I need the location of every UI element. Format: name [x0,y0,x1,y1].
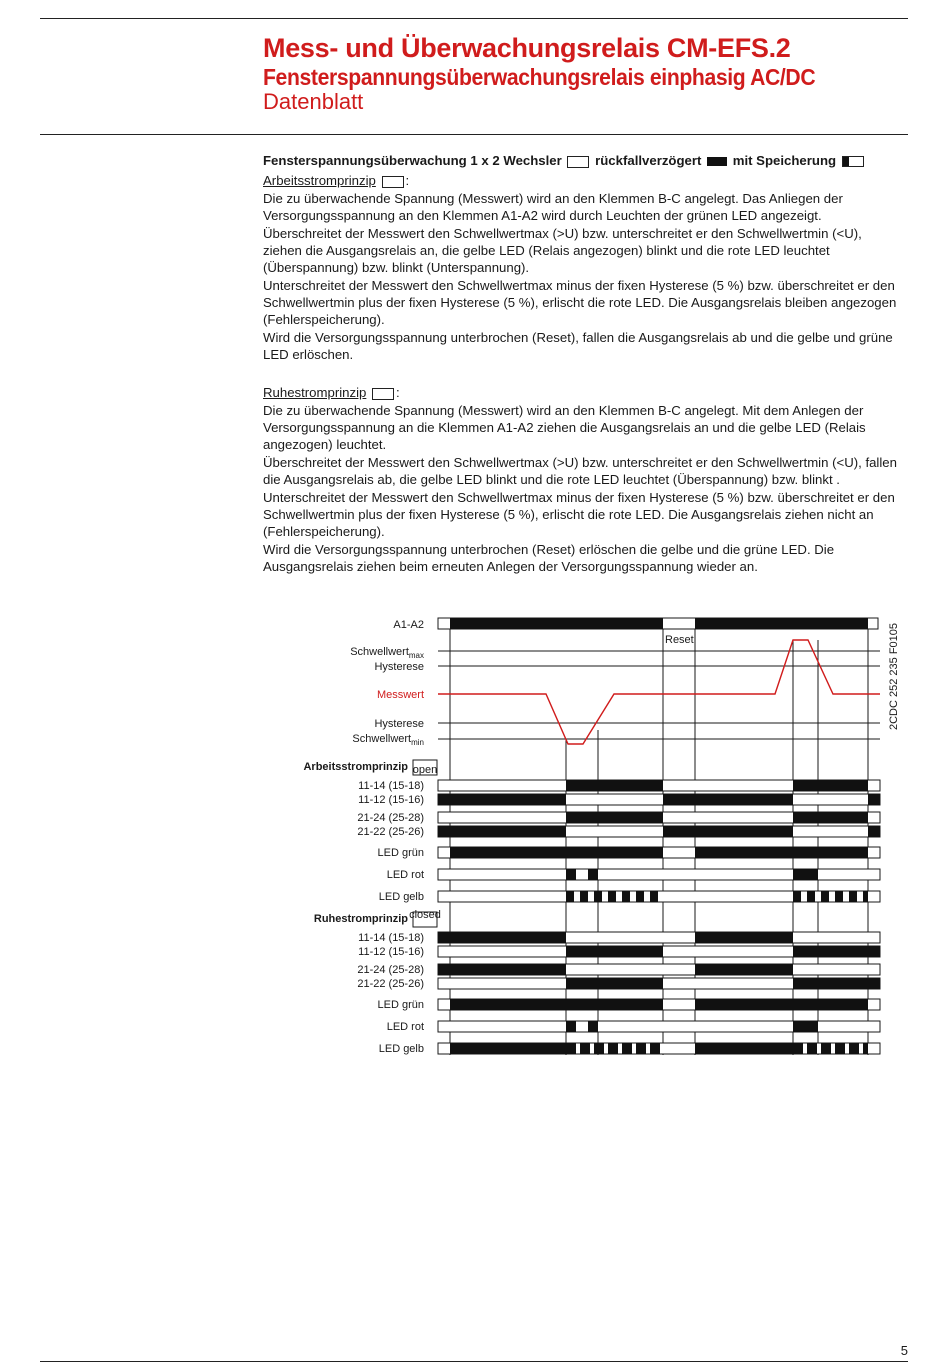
arbeit-title: Arbeitsstromprinzip [263,173,376,188]
ruhe-p3: Unterschreitet der Messwert den Schwellwertmax minus der fixen Hysterese (5 %) bzw. überschreitet er den Schwellwertmin plus der fixen Hysterese (5 %), erlischt die rote LED. Die Ausgangsrelais ziehen nicht an (Fehlerspeicherung). [263,490,895,539]
arbeit-row-label: LED grün [377,847,424,859]
arbeit-row-on-segment [793,812,868,823]
ruhe-p4: Wird die Versorgungsspannung unterbrochen (Reset) erlöschen die gelbe und die grüne LED. Die Ausgangsrelais ziehen beim erneuten Anlegen der Versorgungsspannung wieder an. [263,542,835,574]
ruhe-row-on-segment [438,932,566,943]
header-rule [40,134,908,135]
ruhe-rows [357,932,880,1055]
label-schwell-min: Schwellwert$_{min}$ [352,733,424,747]
ruhe-row-on-segment [793,946,868,957]
arbeit-row-label: 11-12 (15-16) [358,794,424,806]
arbeit-row-label: 21-24 (25-28) [357,812,424,824]
arbeit-rows [357,780,880,903]
arbeit-row-label: LED gelb [378,891,424,903]
arbeit-row-label: 21-22 (25-26) [357,826,424,838]
diagram-ruhe-title: Ruhestromprinzip [313,913,408,925]
ruhe-row-on-segment [807,1043,817,1054]
footer-rule [40,1361,908,1362]
heading-part-a: Fensterspannungsüberwachung 1 x 2 Wechsler [263,153,562,168]
arbeit-row-on-segment [566,891,574,902]
ruhe-row-on-segment [695,932,793,943]
ruhe-p2: Überschreitet der Messwert den Schwellwertmax (>U) bzw. unterschreitet er den Schwellwertmin (<U), fallen die Ausgangsrelais ab, die gelbe LED blinkt und die rote LED leuchtet (Überspannung) bzw. blinkt . [263,455,897,487]
label-hyst-bot: Hysterese [374,718,424,730]
arbeit-row-on-segment [566,869,576,880]
top-rule [40,18,908,19]
ruhe-row-label: LED rot [386,1021,424,1033]
arbeit-row-on-segment [580,891,588,902]
ruhe-row-on-segment [849,1043,859,1054]
figure-code: 2CDC 252 235 F0105 [888,622,900,730]
arbeit-row-on-segment [450,847,663,858]
ruhe-row-on-segment [622,1043,632,1054]
timing-diagram [0,600,950,1070]
ruhe-row-label: 21-24 (25-28) [357,964,424,976]
arbeit-row-label: 11-14 (15-18) [358,780,424,792]
open-contact-icon [382,176,404,188]
closed-contact-icon [372,388,394,400]
arbeit-row-on-segment [622,891,630,902]
arbeit-row-on-segment [663,826,793,837]
ruhe-row-on-segment [650,1043,660,1054]
page-number: 5 [900,1343,908,1358]
time-delay-icon [567,156,589,168]
arbeit-row-on-segment [650,891,658,902]
ruhe-row-label: LED gelb [378,1043,424,1055]
ruhe-row-on-segment [566,1021,576,1032]
open-icon-label: open [412,764,438,776]
ruhe-row-on-segment [695,999,868,1010]
ruhe-row-on-segment [695,964,793,975]
ruhe-row-on-segment [695,1043,793,1054]
ruhe-row-on-segment [594,1043,604,1054]
arbeit-row-on-segment [821,891,829,902]
ruhe-row-on-segment [821,1043,831,1054]
diagram-arbeit-title: Arbeitsstromprinzip [303,761,408,773]
label-messwert: Messwert [376,689,424,701]
arbeit-row-on-segment [793,891,801,902]
heading-part-c: mit Speicherung [732,153,837,168]
arbeit-p3: Unterschreitet der Messwert den Schwellwertmax minus der fixen Hysterese (5 %) bzw. überschreitet er den Schwellwertmin plus der fixen Hysterese (5 %), erlischt die rote LED. Die Ausgangsrelais bleiben angezogen (Fehlerspeicherung). [263,278,897,327]
arbeit-row-on-segment [608,891,616,902]
ruhe-row-on-segment [868,946,880,957]
ruhe-row-on-segment [868,978,880,989]
arbeit-row-on-segment [793,780,868,791]
arbeit-p1: Die zu überwachende Spannung (Messwert) wird an den Klemmen B-C angelegt. Das Anliegen der Versorgungsspannung an den Klemmen A1-A2 wird durch Leuchten der grünen LED angezeigt. [263,191,843,223]
arbeit-row-on-segment [868,826,880,837]
arbeit-row-on-segment [438,794,566,805]
closed-icon-label: closed [409,909,441,921]
arbeit-row-on-segment [868,794,880,805]
arbeit-row-on-segment [588,869,598,880]
reset-label: Reset [665,634,694,646]
ruhe-row-on-segment [566,1043,576,1054]
page-subtitle: Fensterspannungsüberwachungsrelais einphasig AC/DC [263,64,816,90]
arbeit-row-on-segment [594,891,602,902]
heading-part-b: rückfallverzögert [595,153,702,168]
off-delay-icon [707,157,727,166]
ruhe-row-on-segment [793,978,868,989]
ruhe-row-on-segment [636,1043,646,1054]
memory-icon [842,156,864,167]
doc-type: Datenblatt [263,89,364,114]
ruhe-row-on-segment [450,999,663,1010]
arbeit-row-on-segment [807,891,815,902]
arbeit-row-on-segment [438,826,566,837]
ruhe-row-on-segment [793,1021,818,1032]
ruhe-row-on-segment [793,1043,803,1054]
threshold-lines [438,651,880,739]
messwert-curve [438,640,880,744]
ruhe-row-label: 11-12 (15-16) [358,946,424,958]
ruhe-title: Ruhestromprinzip [263,385,367,400]
arbeit-row-label: LED rot [386,869,424,881]
page-title: Mess- und Überwachungsrelais CM-EFS.2 [263,33,791,63]
ruhe-row-on-segment [438,964,566,975]
label-schwell-max: Schwellwert$_{max}$ [350,646,424,660]
arbeit-row-on-segment [793,869,818,880]
ruhe-row-on-segment [450,1043,566,1054]
arbeit-row-on-segment [835,891,843,902]
arbeit-p4: Wird die Versorgungsspannung unterbrochen (Reset), fallen die Ausgangsrelais ab und die gelbe und grüne LED erlöschen. [263,330,893,362]
ruhe-row-label: LED grün [377,999,424,1011]
ruhe-row-on-segment [566,978,663,989]
section-ruhe: Ruhestromprinzip : Die zu überwachende Spannung (Messwert) wird an den Klemmen B-C angelegt. Mit dem Anlegen der Versorgungsspannung an die Klemmen A1-A2 ziehen die Ausgangsrelais an und die gelbe LED (Relais angezogen) leuchtet. Überschreitet der Messwert den Schwellwertmax (>U) bzw. unterschreitet er den Schwellwertmin (<U), fallen die Ausgangsrelais ab, die gelbe LED blinkt und die rote LED leuchtet (Überspannung) bzw. blinkt . Unterschreitet der Messwert den Schwellwertmax minus der fixen Hysterese (5 %) bzw. überschreitet er den Schwellwertmin plus der fixen Hysterese (5 %), erlischt die rote LED. Die Ausgangsrelais ziehen nicht an (Fehlerspeicherung). Wird die Versorgungsspannung unterbrochen (Reset) erlöschen die gelbe und die grüne LED. Die Ausgangsrelais ziehen beim erneuten Anlegen der Versorgungsspannung wieder an. [263,384,903,576]
arbeit-row-on-segment [566,780,663,791]
arbeit-row-on-segment [863,891,868,902]
label-a1a2: A1-A2 [393,619,424,631]
arbeit-row-on-segment [566,812,663,823]
section-heading [263,152,903,169]
arbeit-p2: Überschreitet der Messwert den Schwellwertmax (>U) bzw. unterschreitet er den Schwellwertmin (<U), ziehen die Ausgangsrelais an, die gelbe LED (Relais angezogen) blinkt und die rote LED leuchtet (Überspannung) bzw. blinkt (Unterspannung). [263,226,862,275]
arbeit-row-on-segment [695,847,868,858]
ruhe-row-on-segment [580,1043,590,1054]
arbeit-row-on-segment [636,891,644,902]
arbeit-row-on-segment [663,794,793,805]
ruhe-row-on-segment [835,1043,845,1054]
ruhe-row-label: 11-14 (15-18) [358,932,424,944]
arbeit-row-on-segment [849,891,857,902]
ruhe-row-on-segment [588,1021,598,1032]
ruhe-row-label: 21-22 (25-26) [357,978,424,990]
label-hyst-top: Hysterese [374,661,424,673]
ruhe-row-on-segment [566,946,663,957]
ruhe-row-on-segment [608,1043,618,1054]
ruhe-p1: Die zu überwachende Spannung (Messwert) wird an den Klemmen B-C angelegt. Mit dem Anlegen der Versorgungsspannung an die Klemmen A1-A2 ziehen die Ausgangsrelais an und die gelbe LED (Relais angezogen) leuchtet. [263,403,866,452]
ruhe-row-on-segment [863,1043,868,1054]
section-arbeit: Fensterspannungsüberwachung 1 x 2 Wechsler rückfallverzögert mit Speicherung Arbeitsstromprinzip : Die zu überwachende Spannung (Messwert) wird an den Klemmen B-C angelegt. Das Anliegen der Versorgungsspannung an den Klemmen A1-A2 wird durch Leuchten der grünen LED angezeigt. Überschreitet der Messwert den Schwellwertmax (>U) bzw. unterschreitet er den Schwellwertmin (<U), ziehen die Ausgangsrelais an, die gelbe LED (Relais angezogen) blinkt und die rote LED leuchtet (Überspannung) bzw. blinkt (Unterspannung). Unterschreitet der Messwert den Schwellwertmax minus der fixen Hysterese (5 %) bzw. überschreitet er den Schwellwertmin plus der fixen Hysterese (5 %), erlischt die rote LED. Die Ausgangsrelais bleiben angezogen (Fehlerspeicherung). Wird die Versorgungsspannung unterbrochen (Reset), fallen die Ausgangsrelais ab und die gelbe und grüne LED erlöschen. [263,152,903,364]
